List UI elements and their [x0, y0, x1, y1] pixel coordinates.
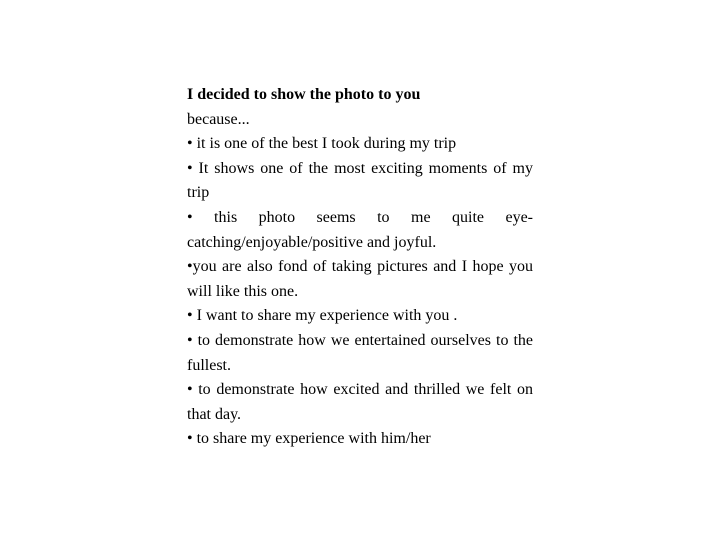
intro-line: because...	[187, 110, 250, 128]
bullet-item: • to share my experience with him/her	[187, 430, 431, 448]
bullet-item: • this photo seems to me quite eye-catching/enjoyable/positive and joyful.	[187, 208, 533, 251]
text-box	[187, 83, 533, 452]
bullet-item: • to demonstrate how we entertained ourselves to the fullest.	[187, 331, 533, 374]
slide-heading: I decided to show the photo to you	[187, 86, 421, 103]
bullet-item: • It shows one of the most exciting moments of my trip	[187, 159, 533, 202]
bullet-item: • to demonstrate how excited and thrilled we felt on that day.	[187, 381, 533, 423]
bullet-item: • it is one of the best I took during my trip	[187, 135, 457, 153]
bullet-item: •you are also fond of taking pictures and I hope you will like this one.	[187, 258, 533, 300]
bullet-item: • I want to share my experience with you .	[187, 307, 458, 325]
